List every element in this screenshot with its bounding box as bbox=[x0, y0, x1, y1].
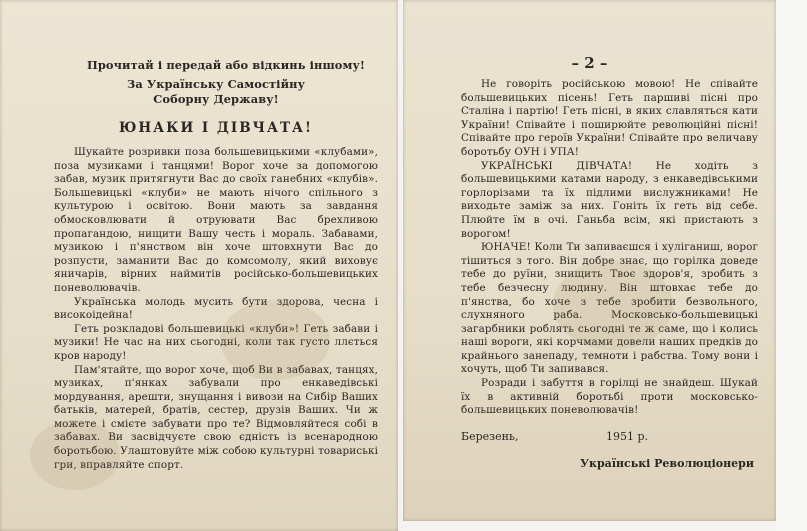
paper-stain bbox=[30, 420, 120, 490]
right-paragraph-3: ЮНАЧЕ! Коли Ти запиваєшся і хуліганиш, ворог тішиться з того. Він добре знає, що горілка доведе тебе до руїни, знищить Твоє здоров'я, зробить з тебе безчесну людину. Він штовхає тебе до п'янства, бо хоче з тебе зробити безвольного, слухняного раба. Московсько-большевицькі загарбники роблять сьогодні те ж саме, що і колись наші вороги, які корчмами довели наших предків до крайнього занепаду, темноти і рабства. Тому вони і хочуть, щоб Ти запивався. bbox=[461, 241, 758, 376]
left-page bbox=[0, 0, 398, 531]
right-page bbox=[403, 0, 776, 521]
paper-stain bbox=[220, 300, 330, 380]
pass-on-notice: Прочитай і передай або відкинь іншому! bbox=[86, 58, 365, 72]
date-label: Березень, bbox=[461, 429, 519, 443]
paper-stain bbox=[553, 260, 673, 350]
signature: Українські Революціонери bbox=[580, 456, 754, 470]
slogan-line-2: Соборну Державу! bbox=[153, 92, 279, 106]
right-paragraph-4: Розради і забуття в горілці не знайдеш. Шукай їх в активній боротьбі проти московсько-большевицьких поневолювачів! bbox=[461, 377, 758, 417]
background-margin bbox=[776, 0, 807, 531]
date-line bbox=[461, 430, 758, 443]
date-year: 1951 р. bbox=[605, 429, 648, 443]
page-number: – 2 – bbox=[571, 54, 608, 72]
right-paragraph-2: УКРАЇНСЬКІ ДІВЧАТА! Не ходіть з большевицькими катами народу, з енкаведівськими горлорізами та їх підлими вислужниками! Не виходьте заміж за них. Гоніть їх геть від себе. Плюйте їм в очі. Ганьба всім, які пристають з ворогом! bbox=[461, 159, 758, 240]
page-heading: ЮНАКИ І ДІВЧАТА! bbox=[119, 120, 313, 136]
left-paragraph-1: Шукайте розривки поза большевицькими «клубами», поза музиками і танцями! Ворог хоче за допомогою забав, музик притягнути Вас до своїх ганебних «клубів». Большевицькі «клуби» не мають нічого спільного з культурою і освітою. Вони мають за завдання обмосковлювати й отруювати Вас брехливою пропагандою, нищити Вашу честь і мораль. Забавами, музикою і п'янством він хоче штовхнути Вас до розпусти, заманити Вас до комсомолу, який виховує яничарів, вірних наймитів російсько-большевицьких поневолювачів. bbox=[54, 146, 378, 294]
right-paragraph-1: Не говоріть російською мовою! Не співайте большевицьких пісень! Геть паршиві пісні про Сталіна і партію! Геть пісні, в яких славляться кати України! Співайте і поширюйте революційні пісні! Співайте про героїв України! Співайте про величаву боротьбу ОУН і УПА! bbox=[461, 78, 758, 158]
slogan-line-1: За Українську Самостійну bbox=[127, 77, 305, 91]
left-paragraph-3: Геть розкладові большевицькі «клуби»! Геть забави і музики! Не час на них сьогодні, коли так густо ллється кров народу! bbox=[54, 322, 378, 362]
left-paragraph-2: Українська молодь мусить бути здорова, чесна і високоідейна! bbox=[54, 295, 378, 322]
left-paragraph-4: Пам'ятайте, що ворог хоче, щоб Ви в забавах, танцях, музиках, п'янках забували про енкаведівські мордування, арешти, знущання і вивози на Сибір Ваших батьків, матерей, братів, сестер, друзів Ваших. Чи ж можете і смієте забувати про те? Відмовляйтеся собі в забавах. Ви засвідчуєте свою єдність із всенародною боротьбою. Улаштовуйте між собою культурні товариські гри, вправляйте спорт. bbox=[54, 363, 378, 471]
